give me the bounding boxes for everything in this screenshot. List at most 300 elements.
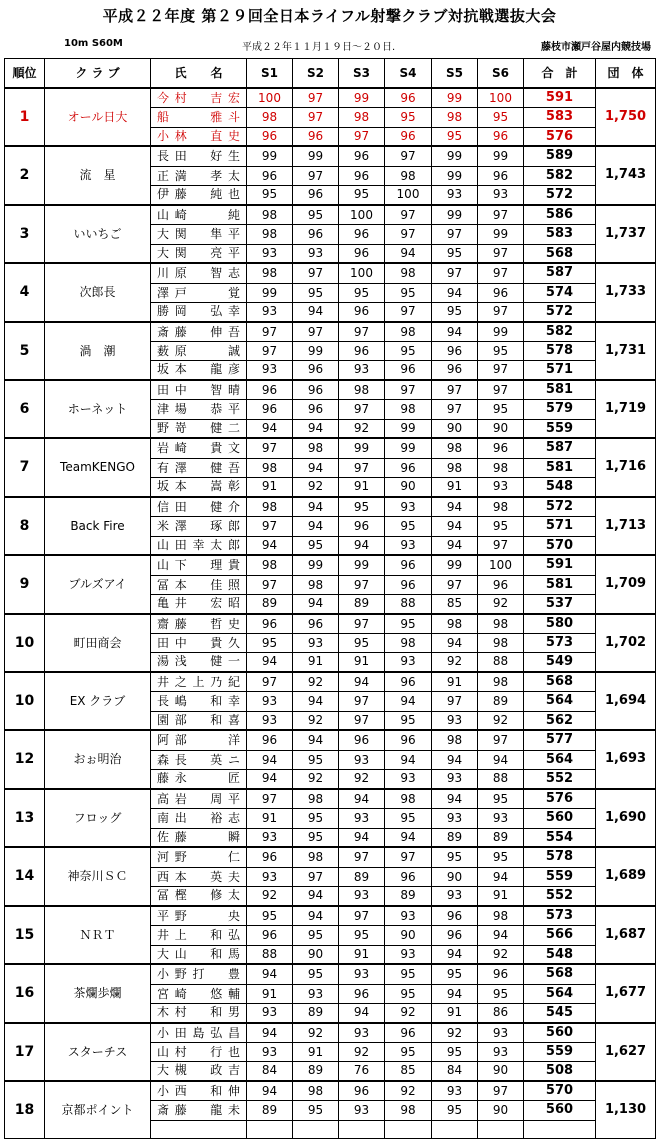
score-s1: 94 <box>247 419 293 438</box>
score-s4: 98 <box>385 1101 432 1120</box>
score-s1: 94 <box>247 770 293 789</box>
score-s6: 89 <box>478 692 524 711</box>
score-s2: 97 <box>293 166 339 185</box>
score-s6: 96 <box>478 127 524 146</box>
score-s1: 98 <box>247 108 293 127</box>
score-s2: 94 <box>293 730 339 750</box>
header-rank: 順位 <box>5 59 45 89</box>
shooter-total: 581 <box>524 575 596 594</box>
team-total: 1,694 <box>596 672 656 730</box>
shooter-row <box>5 88 656 108</box>
score-s1: 92 <box>247 887 293 906</box>
score-s4: 96 <box>385 867 432 886</box>
score-s6: 100 <box>478 555 524 575</box>
score-s5: 96 <box>432 906 478 926</box>
team-total: 1,733 <box>596 263 656 321</box>
score-s3: 93 <box>339 1101 385 1120</box>
score-s5: 94 <box>432 789 478 809</box>
score-s2: 92 <box>293 478 339 497</box>
shooter-name: 冨本 佳照 <box>151 575 247 594</box>
team-total: 1,719 <box>596 380 656 438</box>
score-s2: 95 <box>293 1101 339 1120</box>
shooter-total: 548 <box>524 478 596 497</box>
score-s6: 96 <box>478 575 524 594</box>
score-s2: 96 <box>293 614 339 634</box>
results-table <box>4 58 656 1139</box>
score-s1: 96 <box>247 127 293 146</box>
header-s2: S2 <box>293 59 339 89</box>
shooter-total: 571 <box>524 361 596 380</box>
score-s6: 95 <box>478 400 524 419</box>
club-name: フロッグ <box>45 789 151 847</box>
score-s2: 89 <box>293 1062 339 1081</box>
score-s6: 97 <box>478 303 524 322</box>
score-s5: 94 <box>432 517 478 536</box>
score-s1: 97 <box>247 517 293 536</box>
score-s2: 94 <box>293 692 339 711</box>
score-s4: 95 <box>385 517 432 536</box>
shooter-name: 正満 孝太 <box>151 166 247 185</box>
shooter-total: 570 <box>524 1081 596 1101</box>
team-rank: 2 <box>5 146 45 204</box>
score-s6: 98 <box>478 458 524 477</box>
team-total: 1,677 <box>596 964 656 1022</box>
shooter-total: 587 <box>524 438 596 458</box>
shooter-name: 齋藤 哲史 <box>151 614 247 634</box>
shooter-name: 阿部 洋 <box>151 730 247 750</box>
score-s6: 90 <box>478 1101 524 1120</box>
team-rank: 14 <box>5 847 45 905</box>
score-s4: 89 <box>385 887 432 906</box>
score-s3: 94 <box>339 672 385 692</box>
score-s1: 94 <box>247 653 293 672</box>
shooter-total: 583 <box>524 108 596 127</box>
shooter-total: 581 <box>524 458 596 477</box>
score-s1: 96 <box>247 400 293 419</box>
header-s6: S6 <box>478 59 524 89</box>
score-s2: 98 <box>293 438 339 458</box>
score-s2: 94 <box>293 887 339 906</box>
score-s6: 92 <box>478 711 524 730</box>
score-s6: 99 <box>478 146 524 166</box>
score-s1: 97 <box>247 322 293 342</box>
score-s6: 95 <box>478 108 524 127</box>
shooter-name: 斎藤 龍未 <box>151 1101 247 1120</box>
score-s2: 95 <box>293 926 339 945</box>
shooter-total: 508 <box>524 1062 596 1081</box>
score-s4: 90 <box>385 926 432 945</box>
header-s1: S1 <box>247 59 293 89</box>
shooter-total: 580 <box>524 614 596 634</box>
score-s3: 99 <box>339 438 385 458</box>
shooter-total: 573 <box>524 906 596 926</box>
shooter-total: 574 <box>524 283 596 302</box>
score-s1: 97 <box>247 438 293 458</box>
shooter-total: 576 <box>524 789 596 809</box>
score-s1: 99 <box>247 283 293 302</box>
score-s4: 96 <box>385 458 432 477</box>
club-name: 神奈川ＳＣ <box>45 847 151 905</box>
shooter-name: 澤戸 覚 <box>151 283 247 302</box>
score-s2: 96 <box>293 400 339 419</box>
score-s2: 96 <box>293 225 339 244</box>
score-s2: 92 <box>293 770 339 789</box>
team-total: 1,743 <box>596 146 656 204</box>
shooter-total: 573 <box>524 634 596 653</box>
shooter-row <box>5 730 656 750</box>
shooter-name: 岩崎 貴文 <box>151 438 247 458</box>
score-s5: 95 <box>432 1042 478 1061</box>
score-s1: 89 <box>247 1101 293 1120</box>
score-s1: 93 <box>247 1042 293 1061</box>
score-s4: 98 <box>385 634 432 653</box>
event-category: 10m S60M <box>64 38 123 49</box>
score-s2: 95 <box>293 964 339 984</box>
shooter-row <box>5 263 656 283</box>
score-s3: 96 <box>339 730 385 750</box>
score-s3: 92 <box>339 770 385 789</box>
shooter-name: 藤永 匠 <box>151 770 247 789</box>
shooter-name: 川原 智志 <box>151 263 247 283</box>
shooter-row <box>5 964 656 984</box>
team-rank: 5 <box>5 322 45 380</box>
score-s4: 94 <box>385 244 432 263</box>
club-name: Back Fire <box>45 497 151 555</box>
shooter-name: 山田幸太郎 <box>151 536 247 555</box>
score-s4 <box>385 1120 432 1139</box>
score-s5: 90 <box>432 867 478 886</box>
score-s1: 93 <box>247 867 293 886</box>
shooter-total: 566 <box>524 926 596 945</box>
shooter-total: 562 <box>524 711 596 730</box>
shooter-name: 伊藤 純也 <box>151 186 247 205</box>
shooter-total: 559 <box>524 419 596 438</box>
score-s3: 96 <box>339 517 385 536</box>
score-s1: 91 <box>247 809 293 828</box>
score-s2: 94 <box>293 419 339 438</box>
score-s3: 97 <box>339 127 385 146</box>
score-s4: 99 <box>385 438 432 458</box>
score-s5: 98 <box>432 614 478 634</box>
team-rank: 10 <box>5 614 45 672</box>
score-s1: 88 <box>247 945 293 964</box>
shooter-name: 坂本 嵩彰 <box>151 478 247 497</box>
score-s3: 97 <box>339 575 385 594</box>
score-s3: 98 <box>339 380 385 400</box>
shooter-name: 冨樫 修太 <box>151 887 247 906</box>
score-s3: 100 <box>339 263 385 283</box>
score-s5: 94 <box>432 750 478 769</box>
shooter-row <box>5 1023 656 1043</box>
score-s5: 99 <box>432 88 478 108</box>
score-s4: 96 <box>385 575 432 594</box>
score-s6: 98 <box>478 614 524 634</box>
shooter-total: 591 <box>524 555 596 575</box>
shooter-name: 亀井 宏昭 <box>151 595 247 614</box>
team-rank: 10 <box>5 672 45 730</box>
score-s5: 97 <box>432 692 478 711</box>
score-s4: 94 <box>385 692 432 711</box>
score-s1: 93 <box>247 828 293 847</box>
shooter-total: 564 <box>524 984 596 1003</box>
score-s5: 94 <box>432 634 478 653</box>
score-s4: 93 <box>385 536 432 555</box>
team-total: 1,709 <box>596 555 656 613</box>
score-s6: 97 <box>478 244 524 263</box>
team-total: 1,750 <box>596 88 656 146</box>
score-s2: 98 <box>293 1081 339 1101</box>
score-s3: 97 <box>339 458 385 477</box>
score-s1: 97 <box>247 342 293 361</box>
score-s6: 96 <box>478 438 524 458</box>
shooter-name: 大山 和馬 <box>151 945 247 964</box>
score-s2: 98 <box>293 575 339 594</box>
score-s4: 90 <box>385 478 432 497</box>
team-total: 1,737 <box>596 205 656 263</box>
shooter-row <box>5 847 656 867</box>
team-total: 1,702 <box>596 614 656 672</box>
shooter-name: 小田島弘昌 <box>151 1023 247 1043</box>
score-s5: 84 <box>432 1062 478 1081</box>
score-s4: 93 <box>385 497 432 517</box>
score-s4: 95 <box>385 108 432 127</box>
score-s1: 94 <box>247 536 293 555</box>
score-s1: 93 <box>247 711 293 730</box>
score-s1: 91 <box>247 984 293 1003</box>
shooter-total: 560 <box>524 1023 596 1043</box>
shooter-name: 井上 和弘 <box>151 926 247 945</box>
team-total: 1,690 <box>596 789 656 847</box>
score-s1 <box>247 1120 293 1139</box>
score-s2: 93 <box>293 634 339 653</box>
shooter-total: 552 <box>524 887 596 906</box>
score-s1: 97 <box>247 789 293 809</box>
club-name: ホーネット <box>45 380 151 438</box>
shooter-total: 564 <box>524 692 596 711</box>
shooter-total: 559 <box>524 867 596 886</box>
score-s3: 96 <box>339 146 385 166</box>
score-s4: 93 <box>385 653 432 672</box>
shooter-name: 野嵜 健二 <box>151 419 247 438</box>
shooter-name: 信田 健介 <box>151 497 247 517</box>
score-s5 <box>432 1120 478 1139</box>
score-s5: 92 <box>432 1023 478 1043</box>
score-s1: 84 <box>247 1062 293 1081</box>
score-s3: 96 <box>339 1081 385 1101</box>
shooter-row <box>5 146 656 166</box>
shooter-total: 572 <box>524 186 596 205</box>
score-s5: 98 <box>432 458 478 477</box>
shooter-name: 佐藤 瞬 <box>151 828 247 847</box>
score-s2: 99 <box>293 146 339 166</box>
shooter-name: 有澤 健吾 <box>151 458 247 477</box>
score-s5: 94 <box>432 536 478 555</box>
score-s2: 97 <box>293 263 339 283</box>
score-s3: 97 <box>339 400 385 419</box>
score-s5: 95 <box>432 964 478 984</box>
score-s6: 100 <box>478 88 524 108</box>
score-s6: 92 <box>478 945 524 964</box>
score-s1: 95 <box>247 906 293 926</box>
score-s4: 93 <box>385 906 432 926</box>
shooter-name: 田中 貴久 <box>151 634 247 653</box>
header-team: 団 体 <box>596 59 656 89</box>
score-s4: 96 <box>385 672 432 692</box>
score-s4: 96 <box>385 88 432 108</box>
score-s3: 99 <box>339 555 385 575</box>
score-s4: 98 <box>385 322 432 342</box>
shooter-total: 582 <box>524 166 596 185</box>
shooter-total: 554 <box>524 828 596 847</box>
shooter-total: 571 <box>524 517 596 536</box>
shooter-total: 559 <box>524 1042 596 1061</box>
team-rank: 15 <box>5 906 45 964</box>
score-s2: 89 <box>293 1003 339 1022</box>
event-venue: 藤枝市瀬戸谷屋内競技場 <box>541 42 651 53</box>
shooter-row <box>5 497 656 517</box>
shooter-name: 大関 亮平 <box>151 244 247 263</box>
shooter-total: 568 <box>524 672 596 692</box>
score-s5: 95 <box>432 847 478 867</box>
score-s1: 96 <box>247 730 293 750</box>
shooter-total: 589 <box>524 146 596 166</box>
shooter-total: 583 <box>524 225 596 244</box>
score-s3: 76 <box>339 1062 385 1081</box>
score-s1: 91 <box>247 478 293 497</box>
shooter-total: 586 <box>524 205 596 225</box>
score-s4: 95 <box>385 342 432 361</box>
score-s4: 94 <box>385 750 432 769</box>
score-s4: 97 <box>385 380 432 400</box>
shooter-name: 坂本 龍彦 <box>151 361 247 380</box>
subtitle-row <box>0 32 659 56</box>
score-s5: 93 <box>432 711 478 730</box>
score-s4: 95 <box>385 283 432 302</box>
score-s2: 92 <box>293 672 339 692</box>
shooter-name: 園部 和喜 <box>151 711 247 730</box>
score-s4: 95 <box>385 809 432 828</box>
score-s2: 92 <box>293 1023 339 1043</box>
score-s4: 98 <box>385 400 432 419</box>
score-s4: 95 <box>385 984 432 1003</box>
score-s6 <box>478 1120 524 1139</box>
score-s4: 97 <box>385 303 432 322</box>
shooter-name <box>151 1120 247 1139</box>
club-name: オール日大 <box>45 88 151 146</box>
score-s6: 98 <box>478 634 524 653</box>
shooter-name: 平野 央 <box>151 906 247 926</box>
score-s6: 88 <box>478 770 524 789</box>
score-s3: 95 <box>339 926 385 945</box>
team-total: 1,130 <box>596 1081 656 1139</box>
score-s3: 98 <box>339 108 385 127</box>
club-name: ブルズアイ <box>45 555 151 613</box>
score-s4: 95 <box>385 964 432 984</box>
score-s5: 95 <box>432 303 478 322</box>
score-s4: 92 <box>385 1081 432 1101</box>
score-s1: 97 <box>247 672 293 692</box>
score-s2: 94 <box>293 595 339 614</box>
score-s5: 96 <box>432 361 478 380</box>
shooter-row <box>5 614 656 634</box>
score-s4: 97 <box>385 225 432 244</box>
score-s6: 98 <box>478 906 524 926</box>
score-s5: 94 <box>432 283 478 302</box>
shooter-name: 山下 理貴 <box>151 555 247 575</box>
score-s3: 97 <box>339 711 385 730</box>
score-s1: 94 <box>247 964 293 984</box>
shooter-total: 572 <box>524 303 596 322</box>
event-date: 平成２２年１１月１９日～２０日. <box>242 42 396 53</box>
score-s3: 97 <box>339 847 385 867</box>
shooter-total: 560 <box>524 1101 596 1120</box>
shooter-name: 田中 智晴 <box>151 380 247 400</box>
score-s2: 97 <box>293 108 339 127</box>
score-s2: 96 <box>293 127 339 146</box>
score-s6: 95 <box>478 847 524 867</box>
score-s1: 95 <box>247 634 293 653</box>
shooter-total: 568 <box>524 244 596 263</box>
team-rank: 17 <box>5 1023 45 1081</box>
score-s5: 92 <box>432 653 478 672</box>
score-s5: 99 <box>432 205 478 225</box>
score-s2: 96 <box>293 186 339 205</box>
score-s2: 97 <box>293 867 339 886</box>
score-s6: 99 <box>478 322 524 342</box>
shooter-row <box>5 906 656 926</box>
score-s6: 89 <box>478 828 524 847</box>
team-total: 1,731 <box>596 322 656 380</box>
score-s5: 98 <box>432 730 478 750</box>
score-s3: 95 <box>339 283 385 302</box>
score-s3: 94 <box>339 828 385 847</box>
score-s5: 97 <box>432 225 478 244</box>
score-s3: 93 <box>339 887 385 906</box>
score-s3: 97 <box>339 906 385 926</box>
score-s5: 99 <box>432 166 478 185</box>
shooter-name: 森長 英ニ <box>151 750 247 769</box>
score-s6: 96 <box>478 283 524 302</box>
score-s5: 93 <box>432 809 478 828</box>
score-s2: 95 <box>293 205 339 225</box>
score-s6: 90 <box>478 419 524 438</box>
shooter-total: 587 <box>524 263 596 283</box>
score-s6: 96 <box>478 964 524 984</box>
score-s3 <box>339 1120 385 1139</box>
score-s3: 91 <box>339 478 385 497</box>
score-s1: 100 <box>247 88 293 108</box>
score-s5: 93 <box>432 770 478 789</box>
team-rank: 6 <box>5 380 45 438</box>
score-s4: 88 <box>385 595 432 614</box>
score-s1: 94 <box>247 750 293 769</box>
score-s5: 96 <box>432 342 478 361</box>
header-s3: S3 <box>339 59 385 89</box>
score-s6: 98 <box>478 672 524 692</box>
score-s5: 93 <box>432 186 478 205</box>
shooter-row <box>5 380 656 400</box>
score-s2: 99 <box>293 555 339 575</box>
score-s1: 98 <box>247 205 293 225</box>
score-s5: 96 <box>432 926 478 945</box>
score-s1: 98 <box>247 497 293 517</box>
page-title: 平成２２年度 第２９回全日本ライフル射撃クラブ対抗戦選抜大会 <box>102 7 557 25</box>
team-total: 1,687 <box>596 906 656 964</box>
shooter-total: 564 <box>524 750 596 769</box>
score-s3: 96 <box>339 166 385 185</box>
score-s5: 91 <box>432 1003 478 1022</box>
score-s1: 93 <box>247 1003 293 1022</box>
